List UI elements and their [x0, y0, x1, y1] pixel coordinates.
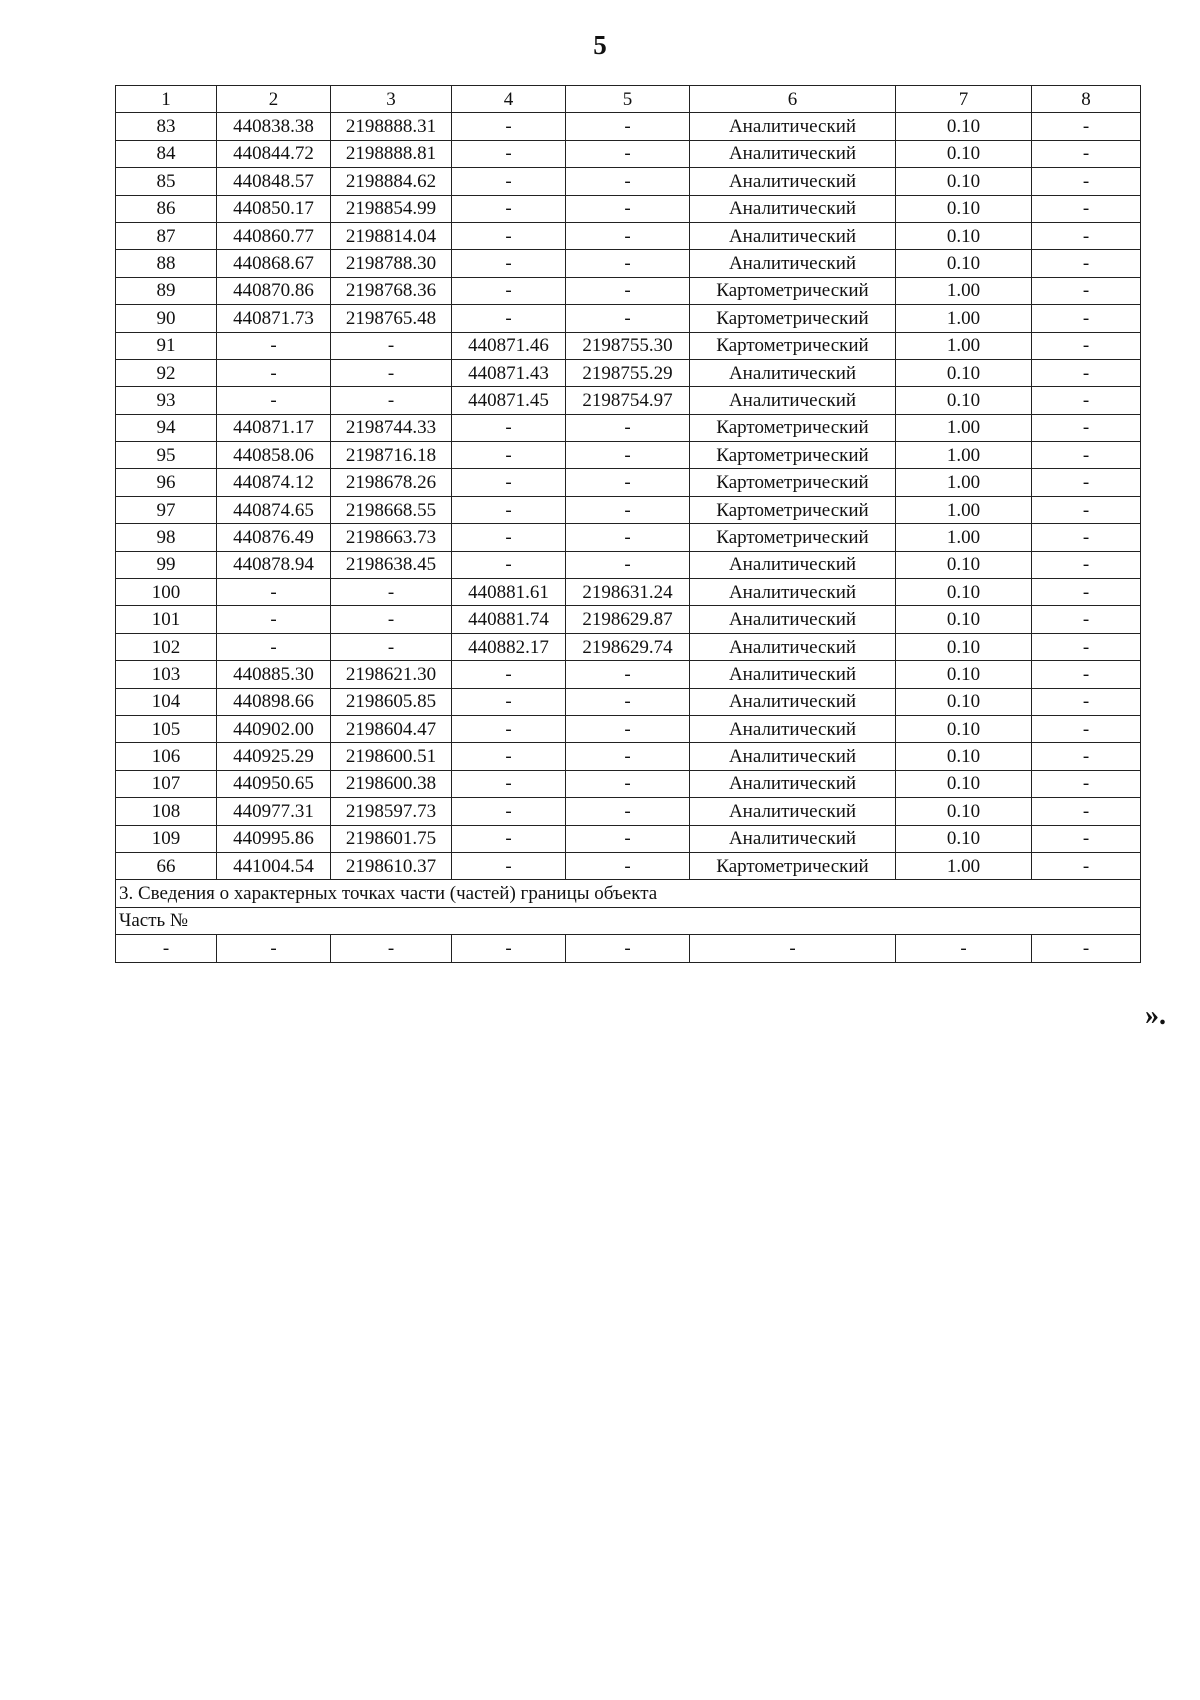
table-cell: - — [452, 113, 566, 140]
table-cell: 0.10 — [896, 250, 1032, 277]
table-cell: - — [1032, 168, 1141, 195]
table-row — [116, 606, 1141, 633]
table-row — [116, 332, 1141, 359]
table-cell: - — [1032, 113, 1141, 140]
table-cell: Аналитический — [690, 579, 896, 606]
table-cell: 0.10 — [896, 798, 1032, 825]
table-row — [116, 469, 1141, 496]
table-cell: 101 — [116, 606, 217, 633]
table-cell: 440885.30 — [217, 661, 331, 688]
table-cell: - — [566, 852, 690, 879]
table-cell: - — [452, 551, 566, 578]
table-cell: - — [1032, 277, 1141, 304]
table-cell: 104 — [116, 688, 217, 715]
table-cell: - — [452, 715, 566, 742]
table-cell: 105 — [116, 715, 217, 742]
table-row — [116, 852, 1141, 879]
table-row — [116, 168, 1141, 195]
table-row — [116, 579, 1141, 606]
table-cell: 440844.72 — [217, 140, 331, 167]
table-row — [116, 359, 1141, 386]
table-cell: Аналитический — [690, 195, 896, 222]
table-cell: - — [217, 387, 331, 414]
table-cell: 1.00 — [896, 524, 1032, 551]
table-cell: 0.10 — [896, 168, 1032, 195]
table-cell: Аналитический — [690, 113, 896, 140]
table-cell: - — [1032, 825, 1141, 852]
table-cell: Аналитический — [690, 743, 896, 770]
table-cell: 440925.29 — [217, 743, 331, 770]
table-cell: - — [566, 168, 690, 195]
table-cell: Картометрический — [690, 442, 896, 469]
table-cell: - — [331, 359, 452, 386]
table-cell: 440881.74 — [452, 606, 566, 633]
table-cell: - — [566, 496, 690, 523]
table-cell: 99 — [116, 551, 217, 578]
table-cell: 2198678.26 — [331, 469, 452, 496]
table-cell: 84 — [116, 140, 217, 167]
table-cell: 440874.65 — [217, 496, 331, 523]
table-cell: 2198663.73 — [331, 524, 452, 551]
table-cell: - — [452, 770, 566, 797]
table-cell: - — [1032, 715, 1141, 742]
table-cell: 440878.94 — [217, 551, 331, 578]
table-cell: 106 — [116, 743, 217, 770]
table-cell: 2198888.81 — [331, 140, 452, 167]
table-cell: Аналитический — [690, 798, 896, 825]
table-cell: Картометрический — [690, 524, 896, 551]
table-cell: Аналитический — [690, 688, 896, 715]
table-cell: - — [452, 250, 566, 277]
coordinates-table — [115, 85, 1141, 963]
table-cell: 0.10 — [896, 770, 1032, 797]
table-cell: Аналитический — [690, 359, 896, 386]
table-cell: - — [1032, 442, 1141, 469]
table-cell: - — [1032, 798, 1141, 825]
table-cell: - — [566, 277, 690, 304]
table-cell: 7 — [896, 86, 1032, 113]
table-cell: 0.10 — [896, 113, 1032, 140]
table-cell: - — [452, 743, 566, 770]
table-row — [116, 277, 1141, 304]
table-cell: - — [452, 661, 566, 688]
table-cell: 1.00 — [896, 469, 1032, 496]
section-title-text: 3. Сведения о характерных точках части (частей) границы объекта — [116, 880, 1141, 907]
table-cell: 0.10 — [896, 688, 1032, 715]
section-title — [116, 880, 1141, 907]
table-cell: 2198754.97 — [566, 387, 690, 414]
table-row — [116, 113, 1141, 140]
table-cell: 2198744.33 — [331, 414, 452, 441]
table-cell: - — [566, 469, 690, 496]
table-cell: 2198854.99 — [331, 195, 452, 222]
table-cell: - — [566, 222, 690, 249]
table-cell: 441004.54 — [217, 852, 331, 879]
table-cell: 98 — [116, 524, 217, 551]
table-cell: 2198788.30 — [331, 250, 452, 277]
table-cell: 2198755.30 — [566, 332, 690, 359]
table-cell: - — [566, 661, 690, 688]
table-cell: - — [1032, 661, 1141, 688]
table-cell: - — [452, 524, 566, 551]
table-row — [116, 387, 1141, 414]
table-cell: - — [566, 798, 690, 825]
table-cell: 1.00 — [896, 332, 1032, 359]
table-cell: 440882.17 — [452, 633, 566, 660]
table-cell: 87 — [116, 222, 217, 249]
table-cell: 83 — [116, 113, 217, 140]
table-cell: - — [331, 606, 452, 633]
table-row — [116, 414, 1141, 441]
table-row — [116, 305, 1141, 332]
table-cell: - — [1032, 852, 1141, 879]
table-cell: 0.10 — [896, 579, 1032, 606]
table-cell: 1.00 — [896, 442, 1032, 469]
part-label-text: Часть № — [116, 907, 1141, 934]
table-cell: 2198884.62 — [331, 168, 452, 195]
table-cell: 440860.77 — [217, 222, 331, 249]
table-cell: - — [1032, 332, 1141, 359]
table-cell: - — [452, 852, 566, 879]
table-cell: - — [566, 770, 690, 797]
table-cell: 2198755.29 — [566, 359, 690, 386]
table-body — [116, 86, 1141, 963]
table-cell: 1.00 — [896, 277, 1032, 304]
table-cell: - — [1032, 140, 1141, 167]
table-cell: - — [452, 469, 566, 496]
table-row — [116, 633, 1141, 660]
table-cell: Аналитический — [690, 715, 896, 742]
table-cell: 440871.73 — [217, 305, 331, 332]
table-cell: 440876.49 — [217, 524, 331, 551]
table-cell: 95 — [116, 442, 217, 469]
table-cell: 440848.57 — [217, 168, 331, 195]
table-cell: 2 — [217, 86, 331, 113]
table-row — [116, 743, 1141, 770]
table-cell: - — [1032, 387, 1141, 414]
table-cell: 440838.38 — [217, 113, 331, 140]
table-cell: 0.10 — [896, 606, 1032, 633]
table-cell: 2198814.04 — [331, 222, 452, 249]
table-cell: - — [566, 442, 690, 469]
table-cell: - — [331, 633, 452, 660]
table-cell: Аналитический — [690, 140, 896, 167]
table-cell: Картометрический — [690, 277, 896, 304]
table-cell: - — [452, 798, 566, 825]
table-cell: 1.00 — [896, 496, 1032, 523]
table-cell: 440871.46 — [452, 332, 566, 359]
table-cell: 4 — [452, 86, 566, 113]
table-cell: 6 — [690, 86, 896, 113]
table-cell: 2198597.73 — [331, 798, 452, 825]
table-cell: Аналитический — [690, 551, 896, 578]
table-cell: 1.00 — [896, 305, 1032, 332]
table-cell: - — [1032, 743, 1141, 770]
table-cell: 2198629.74 — [566, 633, 690, 660]
table-cell: 109 — [116, 825, 217, 852]
table-cell: 91 — [116, 332, 217, 359]
table-cell: - — [566, 688, 690, 715]
table-cell: - — [566, 305, 690, 332]
table-cell: - — [1032, 579, 1141, 606]
table-cell: - — [331, 935, 452, 962]
table-cell: 1.00 — [896, 852, 1032, 879]
table-cell: 103 — [116, 661, 217, 688]
table-cell: - — [1032, 359, 1141, 386]
table-row — [116, 825, 1141, 852]
table-cell: 3 — [331, 86, 452, 113]
table-cell: - — [452, 442, 566, 469]
table-row — [116, 770, 1141, 797]
table-cell: Картометрический — [690, 852, 896, 879]
table-row — [116, 715, 1141, 742]
table-cell: - — [217, 935, 331, 962]
table-cell: 0.10 — [896, 825, 1032, 852]
table-cell: 440874.12 — [217, 469, 331, 496]
table-cell: 2198610.37 — [331, 852, 452, 879]
table-cell: 2198600.38 — [331, 770, 452, 797]
table-cell: 1 — [116, 86, 217, 113]
table-cell: - — [896, 935, 1032, 962]
table-row — [116, 140, 1141, 167]
table-cell: - — [566, 715, 690, 742]
table-cell: - — [566, 825, 690, 852]
table-cell: 440870.86 — [217, 277, 331, 304]
table-cell: 2198638.45 — [331, 551, 452, 578]
table-cell: 100 — [116, 579, 217, 606]
table-row — [116, 442, 1141, 469]
table-cell: Картометрический — [690, 496, 896, 523]
table-cell: 2198600.51 — [331, 743, 452, 770]
table-row — [116, 195, 1141, 222]
table-cell: 440950.65 — [217, 770, 331, 797]
table-cell: - — [452, 414, 566, 441]
table-cell: - — [217, 606, 331, 633]
table-cell: - — [1032, 195, 1141, 222]
table-cell: Картометрический — [690, 414, 896, 441]
table-cell: 2198605.85 — [331, 688, 452, 715]
table-cell: - — [1032, 770, 1141, 797]
table-row — [116, 496, 1141, 523]
table-cell: - — [1032, 469, 1141, 496]
table-cell: Аналитический — [690, 387, 896, 414]
table-row — [116, 551, 1141, 578]
table-cell: - — [452, 222, 566, 249]
table-cell: 66 — [116, 852, 217, 879]
table-cell: Аналитический — [690, 606, 896, 633]
table-cell: 2198629.87 — [566, 606, 690, 633]
table-cell: - — [566, 743, 690, 770]
table-cell: - — [1032, 688, 1141, 715]
table-row — [116, 661, 1141, 688]
table-cell: 0.10 — [896, 715, 1032, 742]
table-cell: 0.10 — [896, 140, 1032, 167]
table-cell: Картометрический — [690, 469, 896, 496]
table-cell: 89 — [116, 277, 217, 304]
table-cell: - — [1032, 606, 1141, 633]
table-cell: Аналитический — [690, 250, 896, 277]
table-cell: - — [1032, 496, 1141, 523]
table-cell: 5 — [566, 86, 690, 113]
table-cell: 1.00 — [896, 414, 1032, 441]
table-cell: 2198768.36 — [331, 277, 452, 304]
table-cell: 2198765.48 — [331, 305, 452, 332]
table-cell: 94 — [116, 414, 217, 441]
table-cell: Аналитический — [690, 661, 896, 688]
table-cell: 92 — [116, 359, 217, 386]
table-cell: 440868.67 — [217, 250, 331, 277]
page-number: 5 — [593, 30, 607, 60]
table-cell: 86 — [116, 195, 217, 222]
table-cell: 0.10 — [896, 387, 1032, 414]
table-cell: Аналитический — [690, 633, 896, 660]
table-cell: 0.10 — [896, 633, 1032, 660]
table-cell: 2198601.75 — [331, 825, 452, 852]
table-cell: 93 — [116, 387, 217, 414]
table-header-row — [116, 86, 1141, 113]
table-cell: - — [217, 332, 331, 359]
table-cell: - — [452, 195, 566, 222]
table-cell: - — [566, 935, 690, 962]
table-cell: Картометрический — [690, 305, 896, 332]
table-cell: - — [217, 633, 331, 660]
table-cell: - — [566, 140, 690, 167]
table-cell: - — [452, 168, 566, 195]
table-cell: 440871.45 — [452, 387, 566, 414]
table-cell: - — [1032, 250, 1141, 277]
table-cell: 2198888.31 — [331, 113, 452, 140]
table-cell: 2198716.18 — [331, 442, 452, 469]
table-row — [116, 250, 1141, 277]
table-row — [116, 798, 1141, 825]
table-cell: 440871.43 — [452, 359, 566, 386]
table-cell: - — [452, 305, 566, 332]
table-cell: 440881.61 — [452, 579, 566, 606]
table-cell: - — [452, 496, 566, 523]
table-cell: 440871.17 — [217, 414, 331, 441]
table-cell: 2198668.55 — [331, 496, 452, 523]
table-cell: 440898.66 — [217, 688, 331, 715]
table-cell: - — [331, 579, 452, 606]
table-cell: - — [452, 825, 566, 852]
table-cell: - — [452, 935, 566, 962]
table-cell: - — [1032, 633, 1141, 660]
table-cell: 440977.31 — [217, 798, 331, 825]
table-cell: - — [452, 277, 566, 304]
table-cell: - — [452, 688, 566, 715]
table-cell: - — [331, 332, 452, 359]
table-cell: 8 — [1032, 86, 1141, 113]
table-cell: Аналитический — [690, 168, 896, 195]
table-cell: - — [217, 579, 331, 606]
table-cell: - — [566, 524, 690, 551]
table-cell: - — [1032, 935, 1141, 962]
table-cell: 440902.00 — [217, 715, 331, 742]
table-cell: - — [1032, 414, 1141, 441]
closing-quote-mark: ». — [1145, 1000, 1166, 1031]
table-cell: - — [331, 387, 452, 414]
table-cell: 0.10 — [896, 661, 1032, 688]
table-cell: 440850.17 — [217, 195, 331, 222]
table-cell: Аналитический — [690, 825, 896, 852]
table-cell: 0.10 — [896, 222, 1032, 249]
table-row — [116, 688, 1141, 715]
table-cell: 107 — [116, 770, 217, 797]
table-cell: 440995.86 — [217, 825, 331, 852]
table-cell: 90 — [116, 305, 217, 332]
table-cell: 96 — [116, 469, 217, 496]
table-cell: Аналитический — [690, 222, 896, 249]
table-row — [116, 222, 1141, 249]
table-cell: Картометрический — [690, 332, 896, 359]
part-label — [116, 907, 1141, 934]
table-cell: - — [1032, 305, 1141, 332]
table-cell: - — [566, 551, 690, 578]
table-cell: 440858.06 — [217, 442, 331, 469]
table-cell: - — [1032, 551, 1141, 578]
table-cell: - — [452, 140, 566, 167]
table-cell: - — [566, 414, 690, 441]
table-cell: - — [566, 250, 690, 277]
table-cell: 2198604.47 — [331, 715, 452, 742]
table-cell: 2198631.24 — [566, 579, 690, 606]
table-cell: 0.10 — [896, 195, 1032, 222]
table-cell: 85 — [116, 168, 217, 195]
table-cell: - — [566, 113, 690, 140]
table-cell: - — [1032, 524, 1141, 551]
table-cell: 108 — [116, 798, 217, 825]
table-cell: 0.10 — [896, 551, 1032, 578]
table-cell: - — [217, 359, 331, 386]
table-cell: - — [116, 935, 217, 962]
table-cell: 0.10 — [896, 359, 1032, 386]
table-cell: 0.10 — [896, 743, 1032, 770]
table-cell: 2198621.30 — [331, 661, 452, 688]
table-cell: - — [566, 195, 690, 222]
table-cell: Аналитический — [690, 770, 896, 797]
table-cell: 97 — [116, 496, 217, 523]
table-row — [116, 524, 1141, 551]
table-cell: 102 — [116, 633, 217, 660]
table-cell: - — [690, 935, 896, 962]
table-cell: - — [1032, 222, 1141, 249]
table-cell: 88 — [116, 250, 217, 277]
part-row — [116, 935, 1141, 962]
